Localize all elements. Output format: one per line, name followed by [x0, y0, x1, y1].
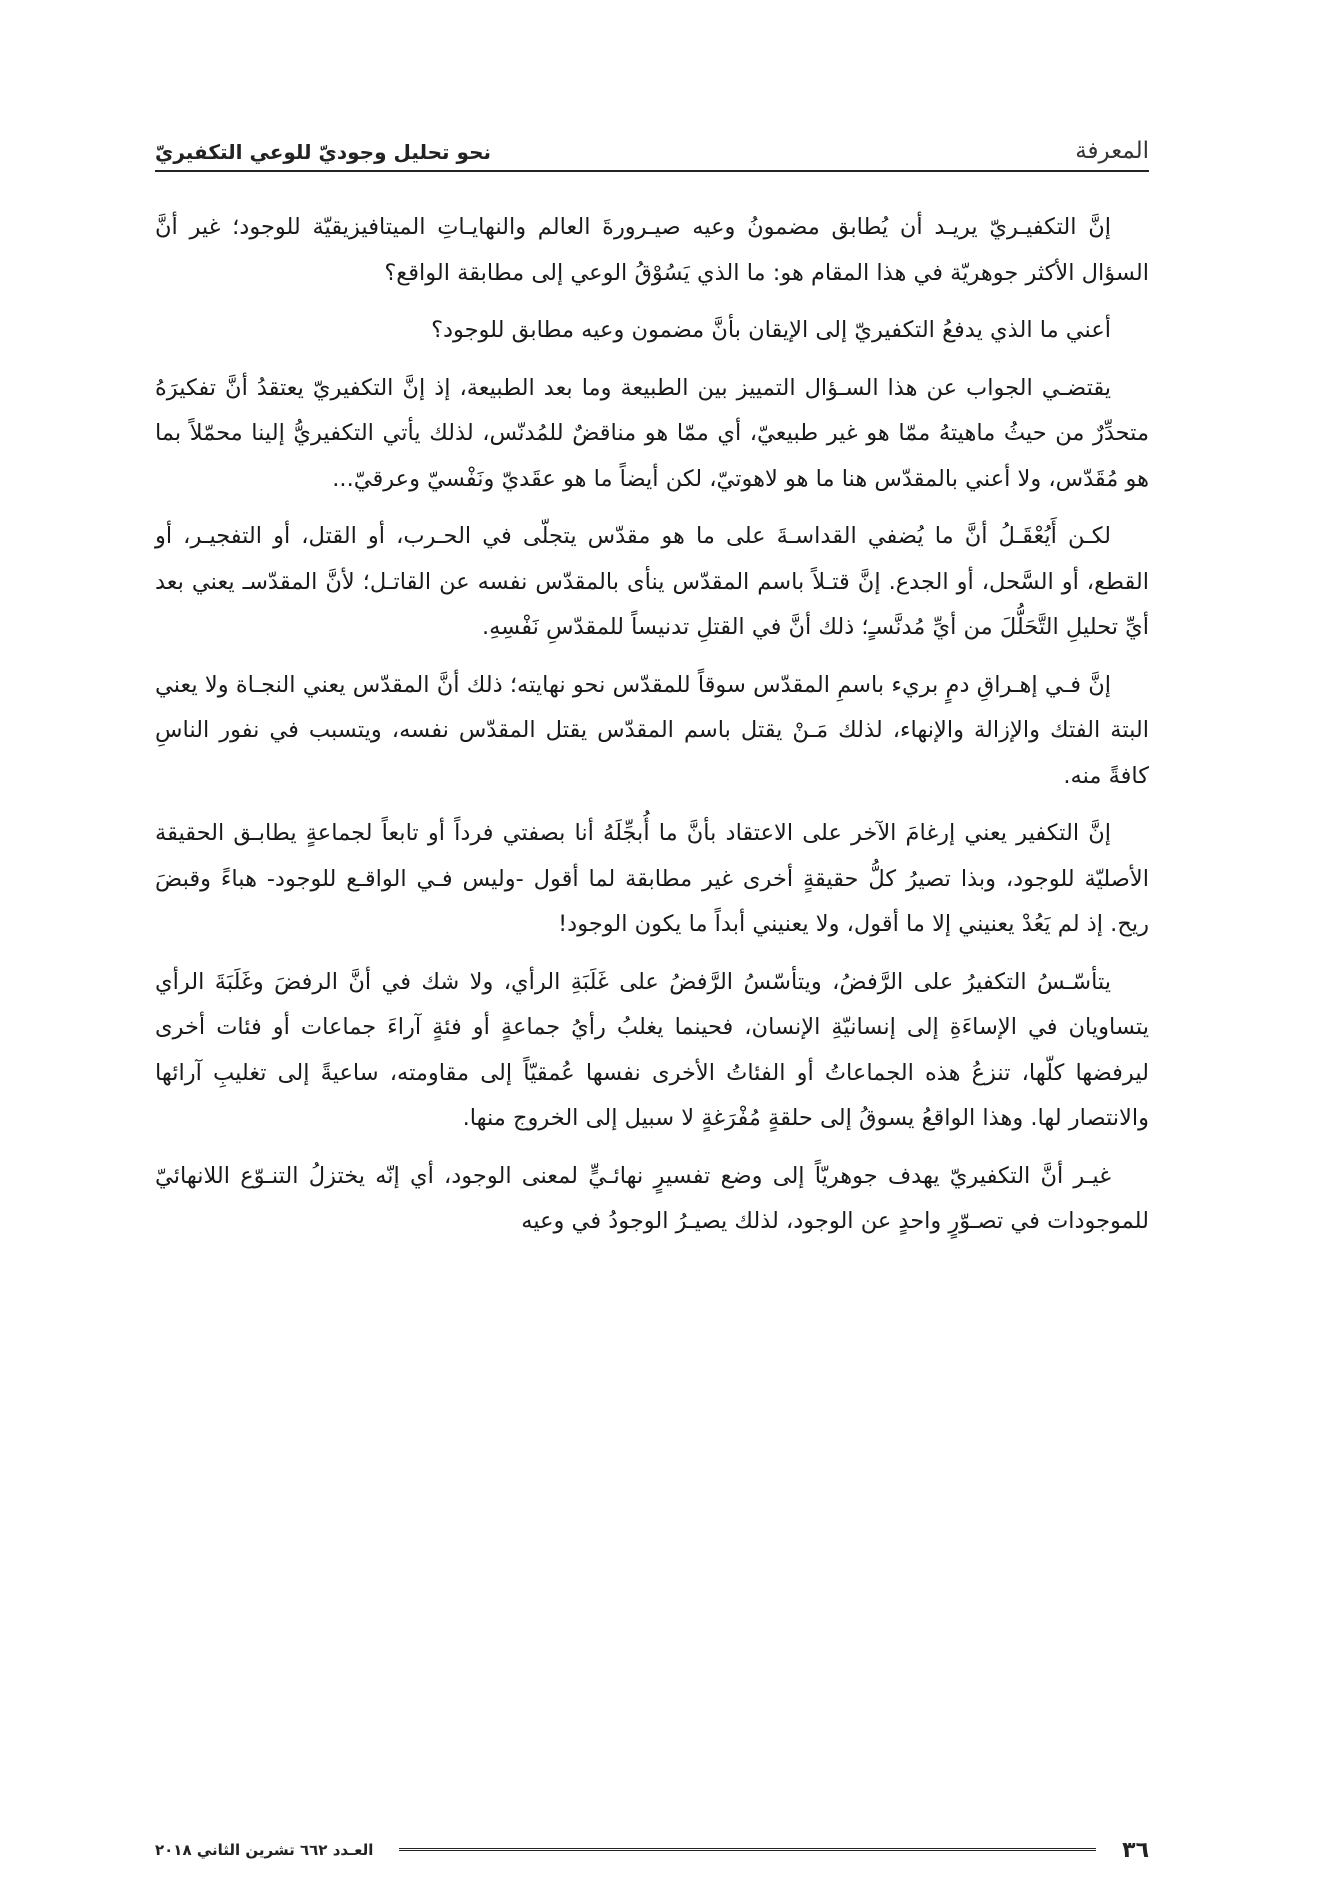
- page-footer: [155, 1835, 1149, 1865]
- header-divider: [155, 170, 1149, 172]
- paragraph: إنَّ فـي إهـراقِ دمٍ بريء باسمِ المقدّس سوقاً للمقدّس نحو نهايته؛ ذلك أنَّ المقدّس يعني النجـاة ولا يعني البتة الفتك والإزالة والإنهاء، لذلك مَـنْ يقتل باسم المقدّس يقتل المقدّس نفسه، ويتسبب في نفور الناسِ كافةً منه.: [155, 671, 1149, 789]
- paragraph: إنَّ التكفيـريّ يريـد أن يُطابق مضمونُ وعيه صيـرورةَ العالم والنهايـاتِ الميتافيزيقيّة للوجود؛ غير أنَّ السؤال الأكثر جوهريّة في هذا المقام هو: ما الذي يَسُوْقُ الوعي إلى مطابقة الواقع؟: [155, 214, 1149, 286]
- footer-divider: [399, 1848, 1096, 1853]
- issue-info: العـدد ٦٦٢ تشرين الثاني ٢٠١٨: [155, 1841, 374, 1859]
- paragraph: أعني ما الذي يدفعُ التكفيريّ إلى الإيقان بأنَّ مضمون وعيه مطابق للوجود؟: [431, 317, 1111, 343]
- page-header: [155, 128, 1149, 164]
- paragraph: يتأسّـسُ التكفيرُ على الرَّفضُ، ويتأسّسُ الرَّفضُ على غَلَبَةِ الرأي، ولا شك في أنَّ الرفضَ وغَلَبَةَ الرأي يتساويان في الإساءَةِ إلى إنسانيّةِ الإنسان، فحينما يغلبُ رأيُ جماعةٍ أو فئةٍ آراءَ جماعات أو فئات أخرى ليرفضها كلّها، تنزعُ هذه الجماعاتُ أو الفئاتُ الأخرى نفسها عُمقيّاً إلى مقاومته، ساعيةً إلى تغليبِ آرائها والانتصار لها. وهذا الواقعُ يسوقُ إلى حلقةٍ مُفْرَغةٍ لا سبيل إلى الخروج منها.: [155, 968, 1149, 1131]
- article-body: [155, 205, 1149, 1257]
- paragraph: إنَّ التكفير يعني إرغامَ الآخر على الاعتقاد بأنَّ ما أُبجِّلَهُ أنا بصفتي فرداً أو تابعاً لجماعةٍ يطابـق الحقيقة الأصليّة للوجود، وبذا تصيرُ كلُّ حقيقةٍ أخرى غير مطابقة لما أقول -وليس فـي الواقـع للوجود- هباءً وقبضَ ريح. إذ لم يَعُدْ يعنيني إلا ما أقول، ولا يعنيني أبداً ما يكون الوجود!: [155, 820, 1149, 937]
- paragraph: لكـن أَيُعْقَـلُ أنَّ ما يُضفي القداسـةَ على ما هو مقدّس يتجلّى في الحـرب، أو القتل، أو التفجيـر، أو القطع، أو السَّحل، أو الجدع. إنَّ قتـلاً باسم المقدّس ينأى بالمقدّس نفسه عن القاتـل؛ لأنَّ المقدّسـ يعني بعد أيِّ تحليلِ التَّحَلُّلَ من أيِّ مُدنَّسـٍ؛ ذلك أنَّ في القتلِ تدنيساً للمقدّسِ نَفْسِهِ.: [155, 523, 1149, 640]
- magazine-logo: المعرفة: [1075, 138, 1149, 164]
- paragraph: غيـر أنَّ التكفيريّ يهدف جوهريّاً إلى وضع تفسيرٍ نهائـيٍّ لمعنى الوجود، أي إنّه يختزلُ التنـوّع اللانهائيّ للموجودات في تصـوّرٍ واحدٍ عن الوجود، لذلك يصيـرُ الوجودُ في وعيه: [155, 1162, 1149, 1234]
- running-title: نحو تحليل وجوديّ للوعي التكفيريّ: [155, 140, 491, 164]
- paragraph: يقتضـي الجواب عن هذا السـؤال التمييز بين الطبيعة وما بعد الطبيعة، إذ إنَّ التكفيريّ يعتقدُ أنَّ تفكيرَهُ متحدِّرٌ من حيثُ ماهيتهُ ممّا هو غير طبيعيّ، أي ممّا هو مناقضٌ للمُدنّس، لذلك يأتي التكفيريُّ إلينا محمّلاً بما هو مُقَدّس، ولا أعني بالمقدّس هنا ما هو لاهوتيّ، لكن أيضاً ما هو عقَديّ ونَفْسيّ وعرقيّ...: [155, 374, 1149, 492]
- page-number: ٣٦: [1122, 1837, 1149, 1863]
